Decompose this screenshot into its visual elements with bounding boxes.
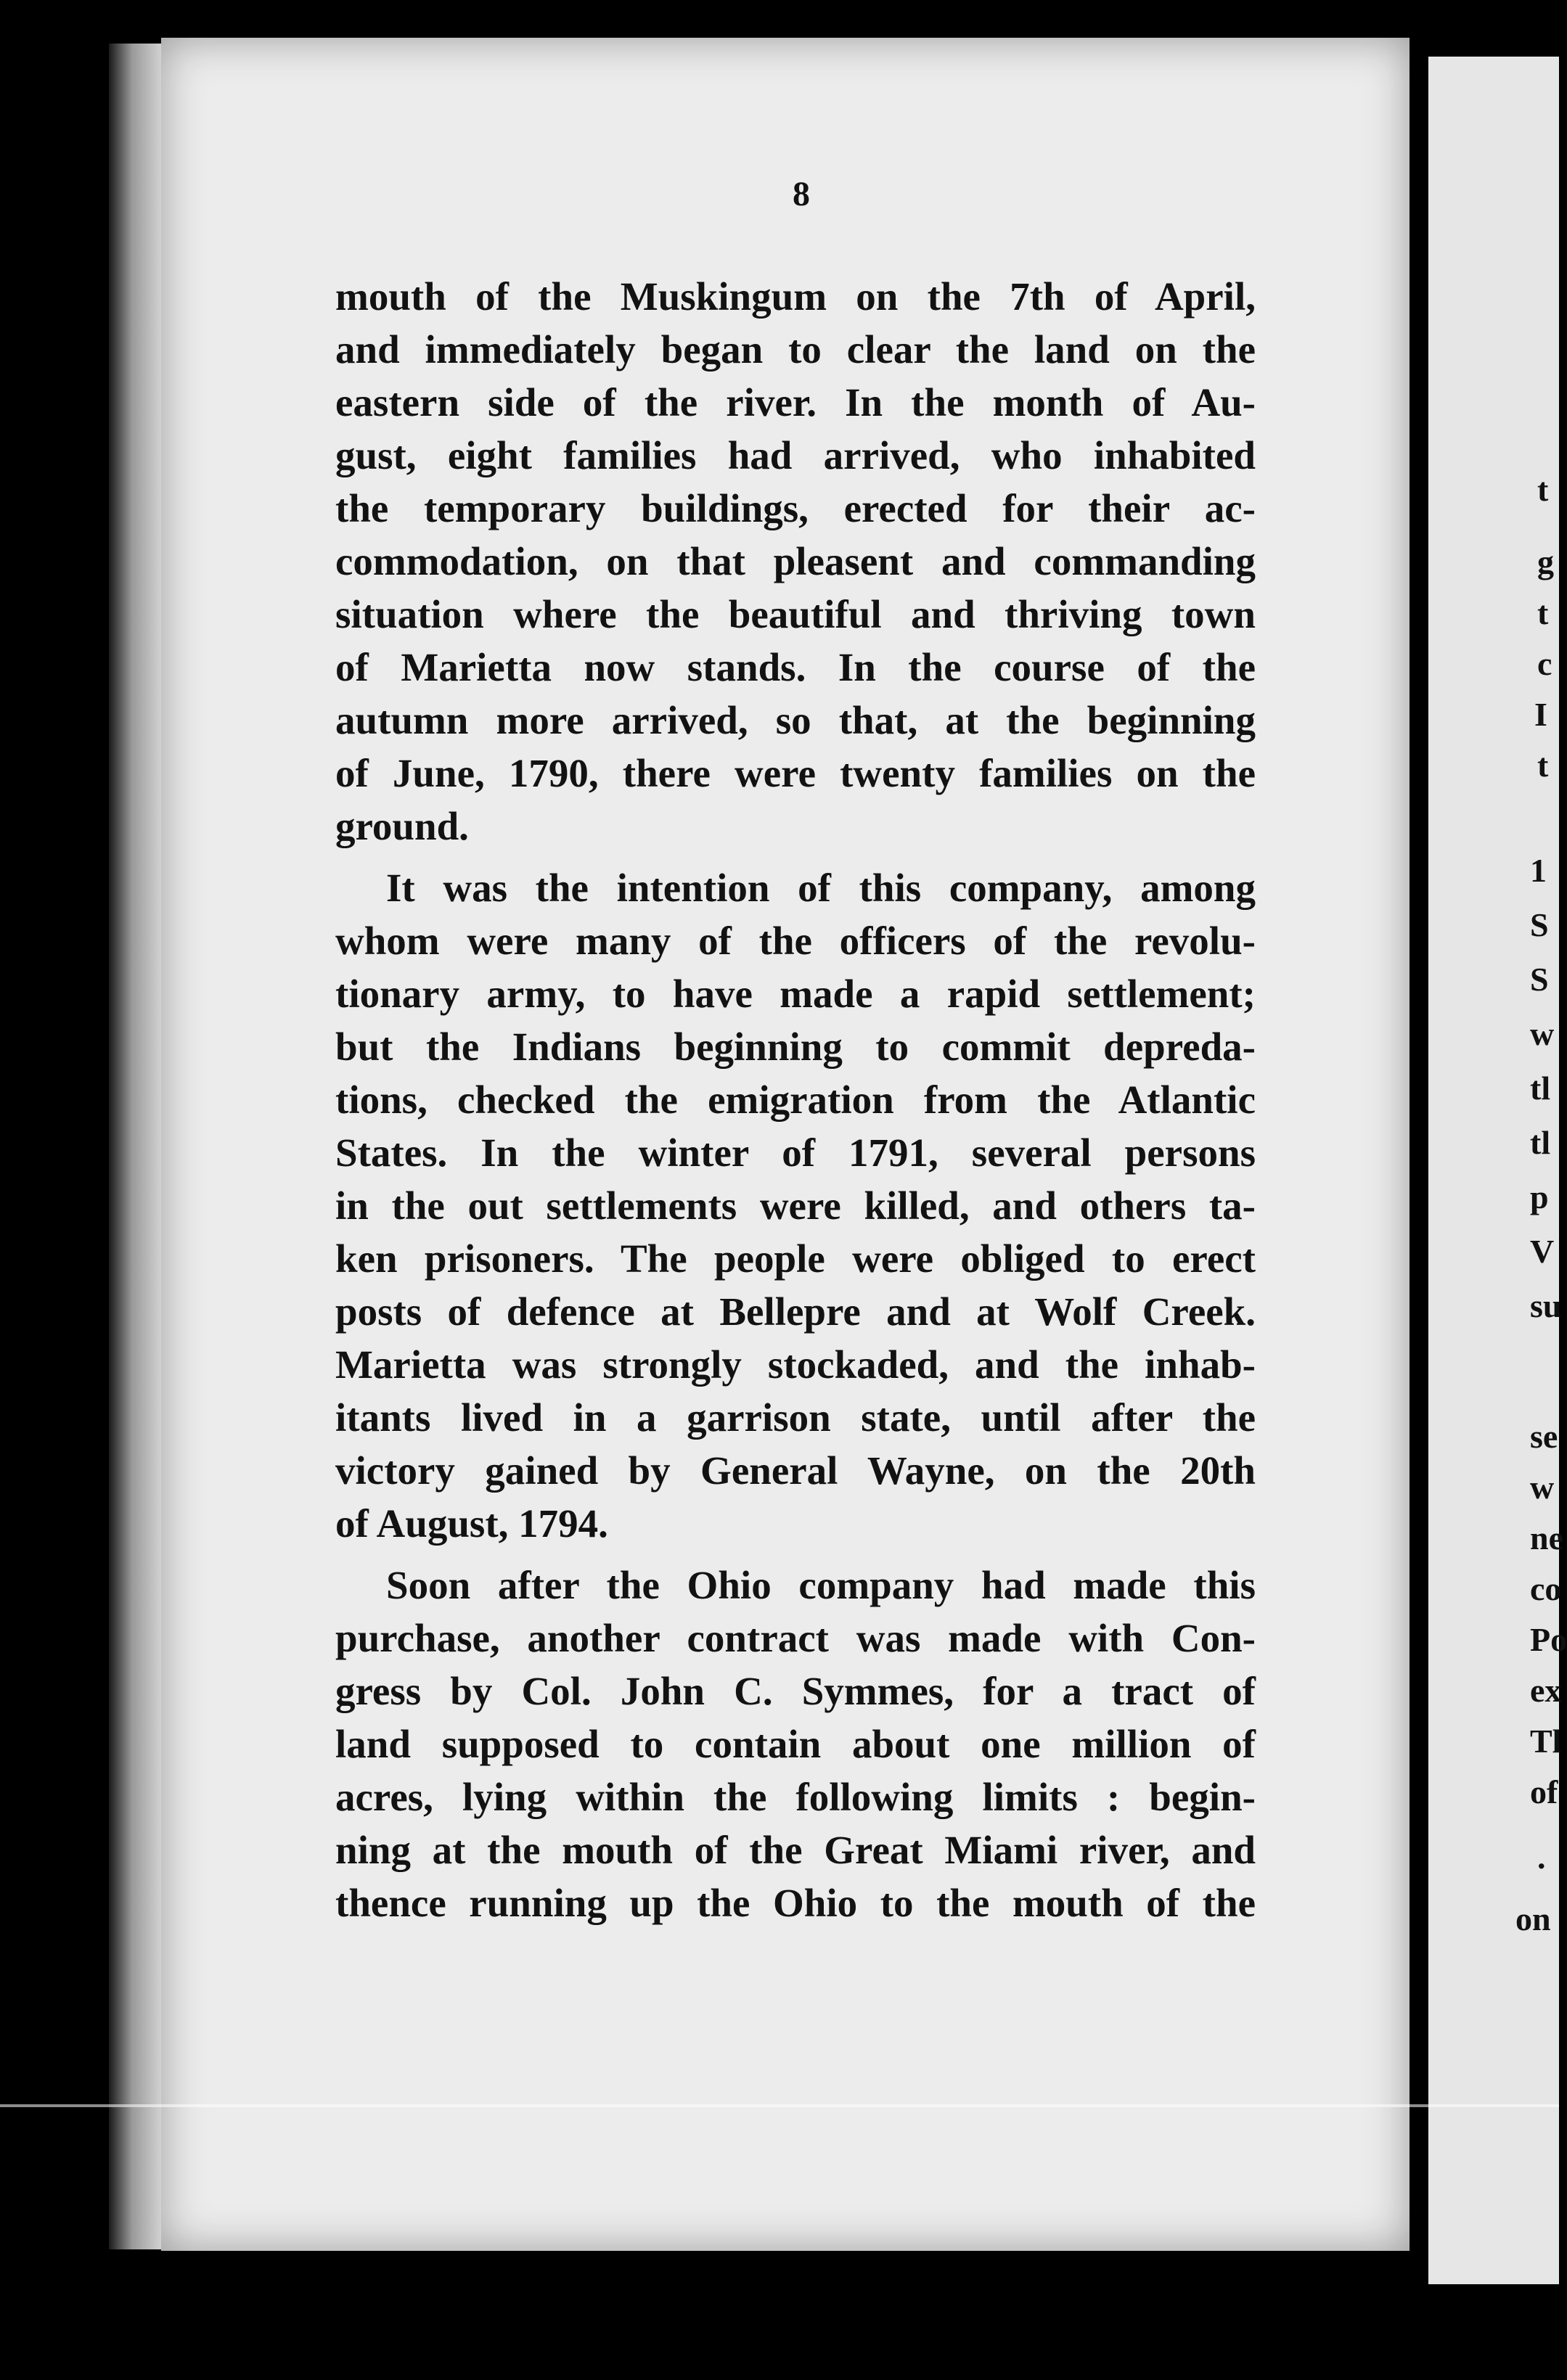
fragment-text: p (1530, 1178, 1549, 1215)
fragment-text: I (1534, 696, 1547, 733)
fragment-text: Tl (1530, 1723, 1562, 1760)
text-line: but the Indians beginning to commit depreda- (335, 1025, 1256, 1069)
fragment-text: S (1530, 906, 1549, 943)
text-line: purchase, another contract was made with Con- (335, 1616, 1256, 1660)
text-line: whom were many of the officers of the revolu- (335, 919, 1256, 963)
text-line: Soon after the Ohio company had made this (386, 1563, 1256, 1607)
facing-page-fragment (1428, 57, 1567, 2284)
scan-line (0, 2104, 1559, 2107)
paragraph-3 (335, 1559, 1256, 1929)
text-line: posts of defence at Bellepre and at Wolf Creek. (335, 1289, 1256, 1334)
text-line: gress by Col. John C. Symmes, for a tract of (335, 1669, 1256, 1713)
fragment-text: c (1537, 645, 1552, 682)
fragment-text: su (1530, 1287, 1562, 1324)
fragment-text: w (1530, 1469, 1555, 1506)
text-line: of June, 1790, there were twenty families on the (335, 751, 1256, 795)
fragment-text: t (1537, 471, 1549, 508)
text-line: States. In the winter of 1791, several persons (335, 1130, 1256, 1175)
text-line: of Marietta now stands. In the course of the (335, 645, 1256, 689)
fragment-text: Po (1530, 1621, 1567, 1658)
page-number: 8 (793, 175, 810, 213)
text-line: ground. (335, 804, 469, 848)
fragment-text: ex (1530, 1672, 1562, 1709)
text-line: in the out settlements were killed, and others ta- (335, 1183, 1256, 1228)
fragment-text: ne (1530, 1519, 1563, 1556)
text-line: ning at the mouth of the Great Miami river, and (335, 1828, 1256, 1872)
fragment-text: g (1537, 543, 1554, 580)
text-line: Marietta was strongly stockaded, and the inhab- (335, 1342, 1256, 1387)
text-line: of August, 1794. (335, 1501, 608, 1546)
fragment-text: tl (1530, 1124, 1551, 1161)
text-line: thence running up the Ohio to the mouth of the (335, 1881, 1256, 1925)
fragment-text: . (1537, 1839, 1546, 1876)
text-line: tionary army, to have made a rapid settlement; (335, 972, 1256, 1016)
fragment-text: t (1537, 747, 1549, 784)
text-line: itants lived in a garrison state, until after the (335, 1395, 1256, 1440)
page-body-text (335, 270, 1256, 1929)
text-line: commodation, on that pleasent and commanding (335, 539, 1256, 583)
fragment-text: w (1530, 1015, 1555, 1052)
text-line: acres, lying within the following limits : begin- (335, 1775, 1256, 1819)
paragraph-1 (335, 270, 1256, 853)
fragment-text: on (1515, 1900, 1551, 1937)
text-line: situation where the beautiful and thriving town (335, 592, 1256, 636)
text-line: the temporary buildings, erected for their ac- (335, 486, 1256, 530)
text-line: ken prisoners. The people were obliged to erect (335, 1236, 1256, 1281)
text-line: autumn more arrived, so that, at the beginning (335, 698, 1256, 742)
fragment-text: of (1530, 1773, 1558, 1810)
book-gutter (1410, 0, 1428, 2380)
fragment-text: S (1530, 961, 1549, 998)
text-line: It was the intention of this company, among (386, 866, 1256, 910)
fragment-text: co (1530, 1570, 1562, 1607)
fragment-text: tl (1530, 1070, 1551, 1107)
text-line: land supposed to contain about one million of (335, 1722, 1256, 1766)
text-line: mouth of the Muskingum on the 7th of April, (335, 274, 1256, 319)
text-line: gust, eight families had arrived, who inhabited (335, 433, 1256, 477)
fragment-text: se (1530, 1418, 1558, 1455)
text-line: and immediately began to clear the land on the (335, 327, 1256, 372)
text-line: tions, checked the emigration from the Atlantic (335, 1078, 1256, 1122)
fragment-text: 1 (1530, 852, 1547, 889)
text-line: eastern side of the river. In the month of Au- (335, 380, 1256, 424)
fragment-text: V (1530, 1233, 1555, 1270)
fragment-text: t (1537, 594, 1549, 631)
text-line: victory gained by General Wayne, on the 20th (335, 1448, 1256, 1493)
page-shadow-edge (109, 44, 167, 2249)
paragraph-2 (335, 861, 1256, 1550)
